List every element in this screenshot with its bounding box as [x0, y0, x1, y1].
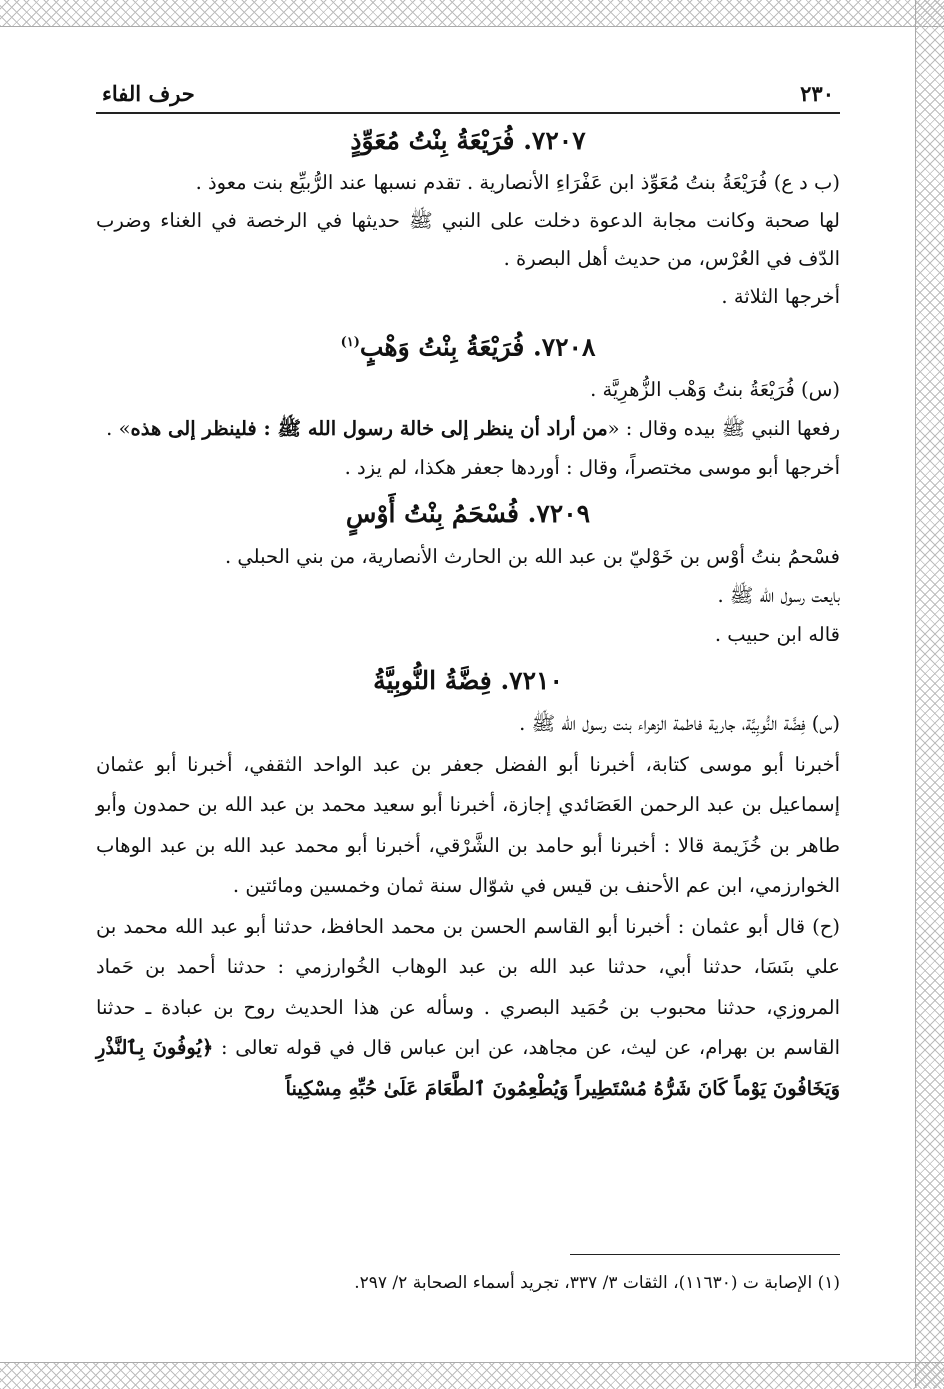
entry-7207: [96, 122, 840, 316]
paragraph: أخرجها أبو موسى مختصراً، وقال : أوردها جعفر هكذا، لم يزد .: [344, 456, 840, 480]
paragraph: [96, 907, 840, 1110]
paragraph-text: رفعها النبي ﷺ بيده وقال : «: [607, 417, 840, 441]
decorative-border-top: [0, 0, 944, 27]
entry-title: ٧٢٠٧. فُرَيْعَةُ بِنْتُ مُعَوِّذٍ: [350, 126, 586, 155]
entry-title-text: ٧٢٠٨. فُرَيْعَةُ بِنْتُ وَهْبٍ: [359, 332, 596, 362]
entry-title: ٧٢٠٩. فُسْحَمُ بِنْتُ أَوْسٍ: [345, 499, 591, 529]
paragraph-text: (ح) قال أبو عثمان : أخبرنا أبو القاسم الحسن بن محمد الحافظ، حدثنا أبو عبد الله محمد بن علي بنَسَا، حدثنا أبي، حدثنا عبد الله بن عبد الوهاب الخُوارزمي : حدثنا أحمد بن حَماد المروزي، حدثنا محبوب بن حُمَيد البصري . وسأله عن هذا الحديث روح بن عبادة ـ حدثنا القاسم بن بهرام، عن ليث، عن مجاهد، عن ابن عباس قال في قوله تعالى :: [96, 914, 841, 1060]
paragraph: أخبرنا أبو موسى كتابة، أخبرنا أبو الفضل جعفر بن عبد الواحد الثقفي، أخبرنا أبو عثمان إسماعيل بن عبد الرحمن العَصَائدي إجازة، أخبرنا أبو سعيد محمد بن عبد الله بن حمدون وأبو طاهر بن خُزَيمة قالا : أخبرنا أبو حامد بن الشَّرْقي، أخبرنا أبو محمد عبد الله بن عبد الوهاب الخوارزمي، ابن عم الأحنف بن قيس في شوّال سنة ثمان وخمسين ومائتين .: [96, 752, 840, 898]
page-number: ٢٣٠: [800, 81, 834, 106]
paragraph: فسْحمُ بنتُ أوْس بن خَوْليّ بن عبد الله بن الحارث الأنصارية، من بني الحبلي .: [225, 545, 840, 569]
entry-title: [96, 324, 840, 366]
paragraph: [96, 409, 840, 448]
paragraph: (ب د ع) فُرَيْعَةُ بنتُ مُعَوِّذ ابن عَفْرَاءِ الأنصارية . تقدم نسبها عند الرُّبيِّع بنت معوذ .: [195, 171, 840, 194]
entry-7209: [96, 495, 840, 654]
footnote-separator: [570, 1254, 840, 1255]
paragraph-end: » .: [106, 417, 131, 441]
quran-verse: ﴿يُوفُونَ بِٱلنَّذْرِ وَيَخَافُونَ يَوْماً كَانَ شَرُّهُ مُسْتَطِيراً وَيُطْعِمُونَ ٱلطَّعَامَ عَلَىٰ حُبِّهِ مِسْكِيناً: [96, 1036, 840, 1100]
decorative-border-bottom: [0, 1362, 944, 1389]
paragraph: (س) فُرَيْعَةُ بنتُ وَهْب الزُّهرِيَّة .: [590, 378, 840, 402]
paragraph: قاله ابن حبيب .: [714, 623, 840, 647]
footnote: (١) الإصابة ت (١١٦٣٠)، الثقات ٣/ ٣٣٧، تجريد أسماء الصحابة ٢/ ٢٩٧.: [354, 1273, 840, 1293]
entry-title: ٧٢١٠. فِضَّةُ النُّوبِيَّةُ: [373, 666, 563, 696]
decorative-border-right: [915, 0, 944, 1388]
paragraph: أخرجها الثلاثة .: [721, 285, 840, 308]
footnote-marker: (١): [340, 335, 360, 350]
paragraph: (س) فِضَّة النُّوبِيَّة، جارية فاطمة الزهراء بنت رسول الله ﷺ .: [519, 712, 840, 736]
entry-7210: [96, 662, 840, 1109]
section-title: حرف الفاء: [102, 81, 195, 106]
paragraph: بايعت رسول الله ﷺ .: [717, 584, 840, 608]
book-page: [96, 76, 840, 1346]
entry-7208: [96, 324, 840, 487]
hadith-quote: من أراد أن ينظر إلى خالة رسول الله ﷺ : فلينظر إلى هذه: [130, 417, 608, 441]
paragraph: لها صحبة وكانت مجابة الدعوة دخلت على النبي ﷺ حديثها في الرخصة في الغناء وضرب الدّف في العُرْس، من حديث أهل البصرة .: [96, 209, 840, 270]
running-header: [96, 76, 840, 114]
